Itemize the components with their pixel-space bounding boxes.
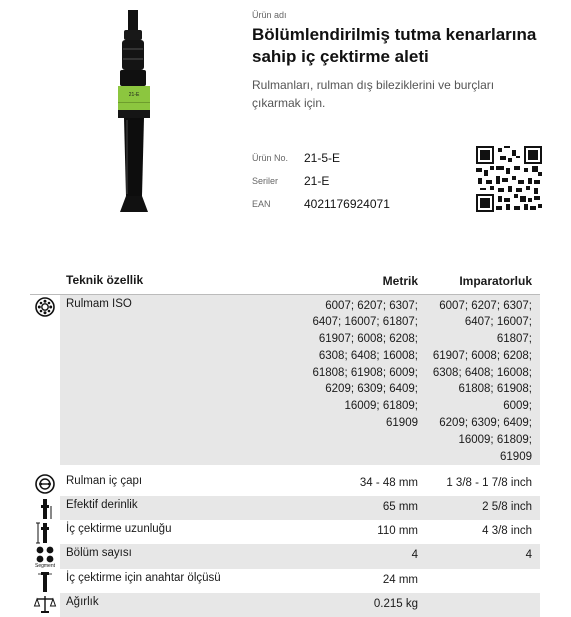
metric-line: 61808; 61908; 6009; (312, 366, 418, 379)
wrench-size-icon (35, 571, 55, 593)
spec-imperial: 4 (430, 544, 540, 569)
table-header (30, 270, 540, 294)
metric-line: 6007; 6207; 6307; (325, 299, 418, 312)
metric-line: 16009; 61809; (344, 400, 418, 413)
subtitle-line-2: çıkarmak için. (252, 96, 326, 110)
spec-name: İç çektirme için anahtar ölçüsü (66, 572, 221, 585)
segments-icon (35, 546, 55, 564)
depth-icon (35, 498, 55, 520)
inner-diameter-icon (35, 474, 55, 494)
product-description (252, 76, 552, 112)
metric-line: 61907; 6008; 6208; (318, 333, 418, 346)
metric-line: 6407; 16007; 61807; (312, 316, 418, 329)
metric-line: 6308; 6408; 16008; (318, 349, 418, 362)
weight-scale-icon (34, 595, 56, 613)
imperial-line: 6308; 6408; 16008; (432, 366, 532, 379)
ean-row (252, 192, 390, 215)
table-row (30, 544, 540, 569)
table-row (30, 520, 540, 544)
spec-metric: 24 mm (382, 574, 418, 587)
series-value: 21-E (304, 173, 330, 188)
spec-imperial (430, 569, 540, 593)
spec-imperial (430, 294, 540, 466)
series-label: Seriler (252, 175, 279, 186)
length-icon (35, 522, 55, 544)
metric-line: 61909 (386, 417, 418, 430)
product-name-label: Ürün adı (252, 10, 287, 20)
title-line-2: sahip iç çektirme aleti (252, 47, 429, 66)
spec-name: Rulman iç çapı (66, 475, 143, 488)
table-row (30, 496, 540, 520)
spec-imperial: 1 3/8 - 1 7/8 inch (446, 477, 532, 490)
segments-icon-label: Segment (34, 563, 55, 570)
imperial-line: 6209; 6309; 6409; (439, 417, 532, 430)
imperial-line: 61909 (500, 450, 532, 463)
spec-name: Efektif derinlik (60, 496, 310, 520)
header-metric: Metrik (382, 274, 418, 288)
page-title (252, 24, 562, 68)
spec-metric: 110 mm (377, 525, 418, 538)
spec-imperial: 2 5/8 inch (430, 496, 540, 520)
product-band-text: 21-E (128, 92, 140, 98)
imperial-line: 61907; 6008; 6208; (432, 349, 532, 362)
subtitle-line-1: Rulmanları, rulman dış bileziklerini ve burçları (252, 78, 495, 92)
table-row (30, 472, 540, 496)
imperial-line: 16009; 61809; (458, 433, 532, 446)
spec-metric: 34 - 48 mm (359, 477, 418, 490)
header-imperial: Imparatorluk (459, 274, 532, 288)
metric-line: 6209; 6309; 6409; (325, 383, 418, 396)
spec-metric (310, 294, 430, 466)
imperial-line: 6007; 6207; 6307; (439, 299, 532, 312)
ean-label: EAN (252, 198, 271, 209)
product-image (100, 6, 170, 218)
ean-value: 4021176924071 (304, 196, 390, 211)
table-row (30, 294, 540, 466)
spec-metric: 0.215 kg (310, 593, 430, 617)
spec-name: İç çektirme uzunluğu (66, 523, 172, 536)
spec-imperial (430, 593, 540, 617)
title-line-1: Bölümlendirilmiş tutma kenarlarına (252, 25, 537, 44)
spec-name: Bölüm sayısı (60, 544, 310, 569)
product-no-label: Ürün No. (252, 152, 289, 163)
table-row (30, 569, 540, 593)
spec-name: Ağırlık (60, 593, 310, 617)
spec-imperial: 4 3/8 inch (482, 525, 532, 538)
imperial-line: 61808; 61908; 6009; (458, 383, 532, 413)
product-meta (252, 146, 390, 215)
spec-name: Rulmam ISO (60, 294, 310, 466)
series-row (252, 169, 390, 192)
imperial-line: 6407; 16007; 61807; (464, 316, 532, 346)
product-no-value: 21-5-E (304, 150, 341, 165)
qr-code (476, 146, 542, 212)
spec-metric: 4 (310, 544, 430, 569)
spec-table (30, 270, 540, 617)
bearing-icon (35, 297, 55, 317)
header-spec: Teknik özellik (66, 273, 144, 287)
product-no-row (252, 146, 390, 169)
table-row (30, 593, 540, 617)
spec-metric: 65 mm (310, 496, 430, 520)
